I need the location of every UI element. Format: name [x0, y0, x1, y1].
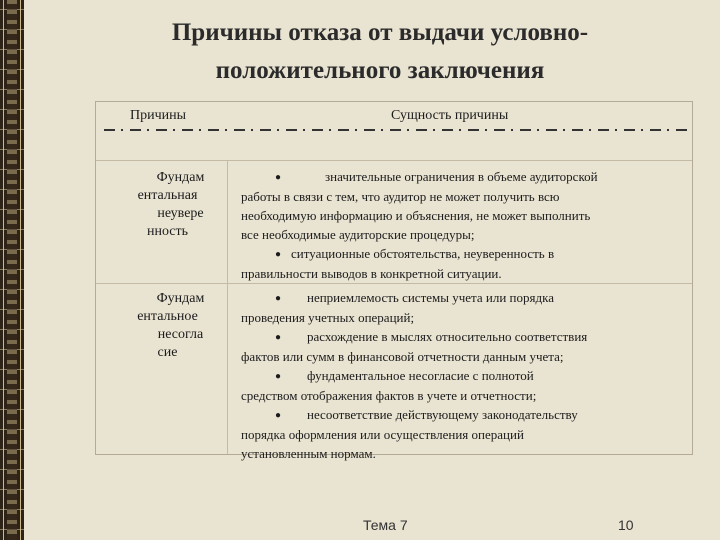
table-row-1-cause — [110, 169, 225, 241]
bullet-icon: ● — [275, 172, 282, 183]
desc-line: работы в связи с тем, что аудитор не может получить всю — [241, 189, 560, 204]
bullet-icon: ● — [275, 249, 282, 260]
page-number: 10 — [618, 517, 634, 533]
header-dash-line — [104, 129, 690, 131]
cause-line: нность — [146, 224, 189, 239]
table-header — [96, 102, 692, 161]
cause-line: Фундам — [156, 291, 205, 306]
slide-title — [110, 14, 650, 90]
desc-line: все необходимые аудиторские процедуры; — [241, 227, 475, 242]
desc-text: значительные ограничения в объеме аудиторской — [325, 169, 598, 184]
cause-line: неувере — [157, 206, 204, 221]
desc-text: неприемлемость системы учета или порядка — [307, 290, 554, 305]
desc-line — [241, 405, 681, 425]
desc-line — [241, 327, 681, 347]
bullet-icon: ● — [275, 332, 282, 343]
desc-line — [241, 366, 681, 386]
desc-text: фундаментальное несогласие с полнотой — [307, 368, 534, 383]
header-causes: Причины — [130, 108, 187, 123]
desc-line: порядка оформления или осуществления операций — [241, 427, 524, 442]
desc-line: проведения учетных операций; — [241, 310, 415, 325]
cause-line: несогла — [157, 327, 204, 342]
cause-line: ентальное — [137, 309, 198, 324]
cause-line: ентальная — [137, 188, 198, 203]
desc-line: фактов или сумм в финансовой отчетности данным учета; — [241, 349, 564, 364]
row-divider — [96, 283, 692, 284]
desc-line — [241, 244, 681, 264]
bullet-icon: ● — [275, 293, 282, 304]
table-row-2-description — [241, 288, 681, 463]
footer-topic: Тема 7 — [363, 517, 408, 533]
desc-line: установленным нормам. — [241, 446, 376, 461]
column-divider — [227, 160, 228, 454]
title-line-2: положительного заключения — [215, 57, 545, 84]
bullet-icon: ● — [275, 410, 282, 421]
reasons-table — [95, 101, 693, 461]
table-row-2-cause — [110, 290, 225, 362]
desc-text: ситуационные обстоятельства, неуверенность в — [291, 246, 555, 261]
desc-line: средством отображения фактов в учете и отчетности; — [241, 388, 537, 403]
desc-line: необходимую информацию и объяснения, не может выполнить — [241, 208, 591, 223]
header-essence: Сущность причины — [391, 108, 509, 123]
desc-text: расхождение в мыслях относительно соответствия — [307, 329, 588, 344]
decorative-left-border — [0, 0, 24, 540]
desc-line: правильности выводов в конкретной ситуации. — [241, 266, 502, 281]
cause-line: Фундам — [156, 170, 205, 185]
title-line-1: Причины отказа от выдачи условно- — [171, 19, 589, 46]
desc-line — [241, 288, 681, 308]
table-row-1-description — [241, 167, 681, 283]
desc-text: несоответствие действующему законодательству — [307, 407, 578, 422]
bullet-icon: ● — [275, 371, 282, 382]
cause-line: сие — [157, 345, 178, 360]
desc-line — [241, 167, 681, 187]
